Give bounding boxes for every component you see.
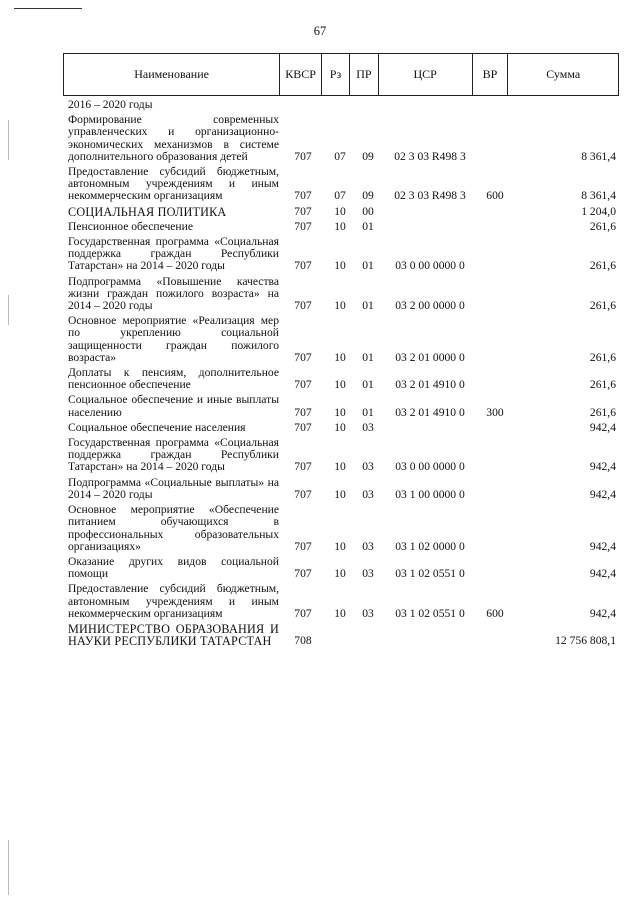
row-kvsr: 707	[294, 567, 312, 581]
table-row	[68, 276, 616, 313]
header-csr: ЦСР	[379, 54, 473, 95]
table-row	[68, 422, 616, 434]
scan-edge-mark	[8, 295, 9, 325]
row-rz: 10	[334, 420, 346, 434]
scan-top-rule	[14, 8, 82, 9]
row-pr: 01	[362, 299, 374, 313]
row-pr: 03	[362, 567, 374, 581]
row-sum: 1 204,0	[581, 204, 616, 218]
table-row	[68, 315, 616, 364]
row-csr: 03 1 02 0551 0	[395, 606, 465, 620]
row-name: Государственная программа «Социальная поддержка граждан Республики Татарстан» на 2014 – 2020 годы	[68, 235, 279, 273]
table-row	[68, 367, 616, 391]
header-vr: ВР	[473, 54, 509, 95]
table-row	[68, 437, 616, 474]
row-rz: 10	[334, 259, 346, 273]
row-pr: 09	[362, 149, 374, 163]
row-name: Основное мероприятие «Реализация мер по укреплению социальной защищенности граждан пожилого возраста»	[68, 314, 279, 364]
row-csr: 03 1 00 0000 0	[395, 487, 465, 501]
row-name: Подпрограмма «Повышение качества жизни граждан пожилого возраста» на 2014 – 2020 годы	[68, 274, 279, 313]
row-kvsr: 707	[294, 259, 312, 273]
row-rz: 07	[334, 189, 346, 203]
row-vr: 600	[486, 189, 504, 203]
row-name: МИНИСТЕРСТВО ОБРАЗОВАНИЯ И НАУКИ РЕСПУБЛИКИ ТАТАРСТАН	[68, 621, 279, 649]
row-kvsr: 708	[294, 634, 312, 648]
row-name: Подпрограмма «Социальные выплаты» на 2014 – 2020 годы	[68, 475, 279, 501]
row-rz: 10	[334, 539, 346, 553]
row-name: Предоставление субсидий бюджетным, автономным учреждениям и иным некоммерческим организациям	[68, 582, 279, 620]
row-csr: 03 0 00 0000 0	[395, 259, 465, 273]
row-kvsr: 707	[294, 378, 312, 392]
row-csr: 02 3 03 R498 3	[394, 189, 466, 203]
row-pr: 03	[362, 606, 374, 620]
row-csr: 03 1 02 0000 0	[395, 539, 465, 553]
row-kvsr: 707	[294, 405, 312, 419]
row-pr: 01	[362, 405, 374, 419]
row-sum: 942,4	[589, 487, 616, 501]
row-rz: 10	[334, 567, 346, 581]
table-row	[68, 504, 616, 553]
row-kvsr: 707	[294, 204, 312, 218]
scan-edge-mark	[8, 840, 9, 895]
table-row	[68, 477, 616, 501]
header-name: Наименование	[64, 54, 280, 95]
row-rz: 10	[334, 606, 346, 620]
row-kvsr: 707	[294, 487, 312, 501]
row-pr: 01	[362, 350, 374, 364]
row-vr: 300	[486, 405, 504, 419]
row-vr: 600	[486, 606, 504, 620]
row-name: Пенсионное обеспечение	[68, 219, 193, 233]
table-body	[68, 99, 616, 647]
row-csr: 02 3 03 R498 3	[394, 149, 466, 163]
row-kvsr: 707	[294, 420, 312, 434]
table-row	[68, 623, 616, 647]
row-rz: 10	[334, 405, 346, 419]
row-kvsr: 707	[294, 460, 312, 474]
row-rz: 10	[334, 299, 346, 313]
row-sum: 942,4	[589, 567, 616, 581]
row-rz: 10	[334, 204, 346, 218]
row-rz: 10	[334, 487, 346, 501]
table-row	[68, 583, 616, 620]
row-pr: 00	[362, 204, 374, 218]
row-kvsr: 707	[294, 299, 312, 313]
row-kvsr: 707	[294, 606, 312, 620]
row-csr: 03 0 00 0000 0	[395, 460, 465, 474]
row-pr: 03	[362, 487, 374, 501]
row-name: Предоставление субсидий бюджетным, автономным учреждениям и иным некоммерческим организациям	[68, 165, 279, 203]
row-rz: 10	[334, 460, 346, 474]
table-row	[68, 556, 616, 580]
row-name: Социальное обеспечение и иные выплаты населению	[68, 393, 279, 419]
table-header	[63, 53, 619, 96]
header-rz: Рз	[322, 54, 350, 95]
row-sum: 942,4	[589, 606, 616, 620]
row-csr: 03 2 00 0000 0	[395, 299, 465, 313]
row-sum: 261,6	[589, 350, 616, 364]
row-csr: 03 2 01 4910 0	[395, 378, 465, 392]
row-name: Основное мероприятие «Обеспечение питанием обучающихся в профессиональных образовательных организациях»	[68, 503, 279, 553]
row-name: Социальное обеспечение населения	[68, 420, 246, 434]
row-name: СОЦИАЛЬНАЯ ПОЛИТИКА	[68, 204, 227, 219]
row-kvsr: 707	[294, 219, 312, 233]
row-pr: 01	[362, 259, 374, 273]
row-sum: 261,6	[589, 299, 616, 313]
table-row	[68, 114, 616, 163]
row-name: Доплаты к пенсиям, дополнительное пенсионное обеспечение	[68, 366, 279, 392]
row-rz: 10	[334, 378, 346, 392]
row-sum: 942,4	[589, 460, 616, 474]
row-pr: 03	[362, 420, 374, 434]
row-kvsr: 707	[294, 189, 312, 203]
row-rz: 07	[334, 149, 346, 163]
row-csr: 03 1 02 0551 0	[395, 567, 465, 581]
table-row	[68, 99, 616, 111]
table-row	[68, 166, 616, 203]
table-row	[68, 236, 616, 273]
row-name: Оказание других видов социальной помощи	[68, 554, 279, 581]
table-row	[68, 394, 616, 418]
row-sum: 261,6	[589, 378, 616, 392]
row-sum: 8 361,4	[581, 189, 616, 203]
row-rz: 10	[334, 219, 346, 233]
row-sum: 942,4	[589, 539, 616, 553]
header-sum: Сумма	[546, 67, 581, 81]
header-kvsr: КВСР	[280, 54, 322, 95]
row-csr: 03 2 01 0000 0	[395, 350, 465, 364]
row-pr: 09	[362, 189, 374, 203]
page-number: 67	[313, 24, 327, 38]
table-row	[68, 206, 616, 218]
row-sum: 8 361,4	[581, 149, 616, 163]
row-name: Государственная программа «Социальная поддержка граждан Республики Татарстан» на 2014 – 2020 годы	[68, 436, 279, 474]
row-pr: 03	[362, 460, 374, 474]
row-sum: 261,6	[589, 405, 616, 419]
row-sum: 942,4	[589, 420, 616, 434]
row-kvsr: 707	[294, 350, 312, 364]
scan-edge-mark	[8, 120, 9, 160]
row-pr: 03	[362, 539, 374, 553]
row-kvsr: 707	[294, 539, 312, 553]
row-sum: 261,6	[589, 259, 616, 273]
row-sum: 12 756 808,1	[555, 634, 616, 648]
row-kvsr: 707	[294, 149, 312, 163]
row-name: 2016 – 2020 годы	[68, 98, 153, 111]
table-row	[68, 221, 616, 233]
row-sum: 261,6	[589, 219, 616, 233]
row-pr: 01	[362, 378, 374, 392]
row-rz: 10	[334, 350, 346, 364]
row-pr: 01	[362, 219, 374, 233]
row-name: Формирование современных управленческих и организационно-экономических механизмов в системе дополнительного образования детей	[68, 113, 279, 163]
row-csr: 03 2 01 4910 0	[395, 405, 465, 419]
header-pr: ПР	[350, 54, 379, 95]
